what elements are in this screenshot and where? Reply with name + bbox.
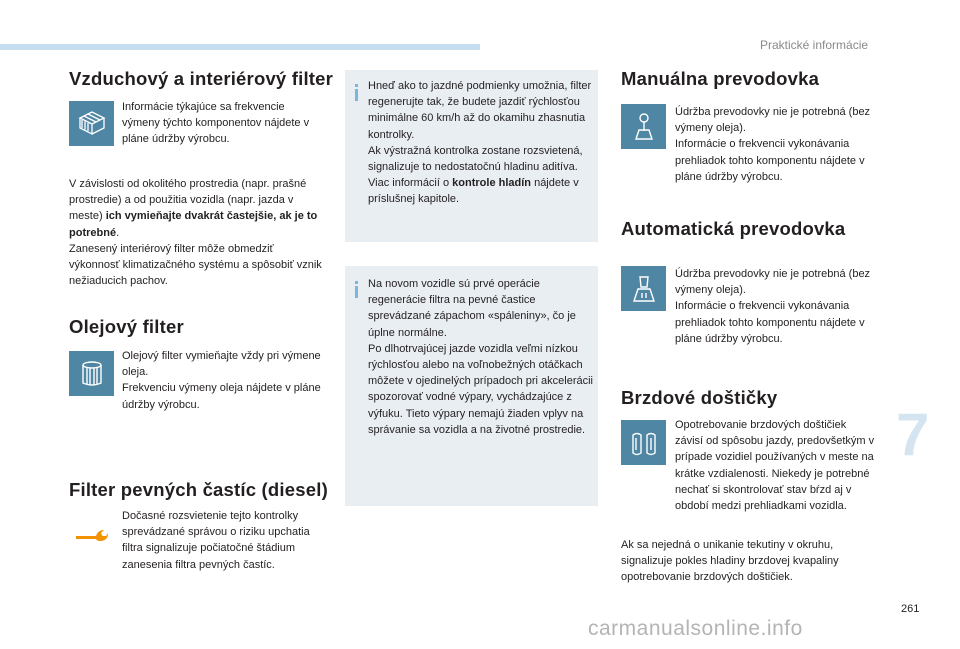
info-1-text-2: Ak výstražná kontrolka zostane rozsvietená, signalizuje to nedostatočnú hladinu aditíva.	[368, 144, 583, 174]
air-filter-body-1: V závislosti od okolitého prostredia (napr. prašné prostredie) a od použitia vozidla (napr. jazda v meste)	[69, 178, 307, 223]
automatic-gearbox-icon	[621, 266, 666, 311]
automatic-gearbox-text	[675, 266, 875, 347]
info-regeneration-text	[368, 78, 594, 208]
automatic-gearbox-title: Automatická prevodovka	[621, 218, 846, 239]
wrench-icon	[74, 522, 110, 546]
manual-gearbox-title: Manuálna prevodovka	[621, 68, 820, 89]
info-2-text-1: Na novom vozidle sú prvé operácie regenerácie filtra na pevné častice sprevádzané zápachom «spáleniny», čo je úplne normálne.	[368, 278, 576, 339]
air-filter-note: Informácie týkajúce sa frekvencie výmeny týchto komponentov nájdete v pláne údržby výrobcu.	[122, 101, 310, 146]
info-1-text-3a: Viac informácií o	[368, 177, 453, 190]
manual-gearbox-text	[675, 104, 875, 185]
oil-filter-text-1: Olejový filter vymieňajte vždy pri výmene oleja.	[122, 350, 321, 379]
particle-filter-title: Filter pevných častíc (diesel)	[69, 479, 328, 500]
info-box-regeneration	[345, 70, 598, 242]
particle-filter-text: Dočasné rozsvietenie tejto kontrolky sprevádzané správou o riziku upchatia filtra signalizuje počiatočné štádium zanesenia filtra pevných častíc.	[122, 510, 310, 571]
watermark: carmanualsonline.info	[588, 617, 803, 640]
info-2-text-2: Po dlhotrvajúcej jazde vozidla veľmi nízkou rýchlosťou alebo na voľnobežných otáčkach môžete v ojedinelých prípadoch pri akcelerácii spozorovať vodné výpary, vychádzajúce z výfuku. Tieto výpary nemajú žiaden vplyv na správanie sa vozidla a na životné prostredie.	[368, 342, 594, 436]
air-filter-body	[69, 176, 325, 289]
brake-pads-title: Brzdové doštičky	[621, 387, 778, 408]
air-filter-body-2: .	[116, 226, 120, 239]
cabin-filter-icon	[69, 101, 114, 146]
air-filter-body-bold: ich vymieňajte dvakrát častejšie, ak je to potrebné	[69, 210, 318, 239]
page-number: 261	[901, 603, 920, 615]
oil-filter-title: Olejový filter	[69, 316, 184, 337]
info-1-text-1: Hneď ako to jazdné podmienky umožnia, filter regenerujte tak, že budete jazdiť rýchlosťou minimálne 60 km/h až do okamihu zhasnutia kontrolky.	[368, 80, 592, 141]
brake-pads-icon	[621, 420, 666, 465]
header-bar	[0, 44, 480, 50]
header-title: Praktické informácie	[760, 38, 869, 52]
chapter-number: 7	[896, 401, 930, 468]
brake-pads-text: Opotrebovanie brzdových doštičiek závisí od spôsobu jazdy, predovšetkým v prípade vozidiel používaných v meste na krátke vzdialenosti. Niekedy je potrebné nechať si skontrolovať stav bŕzd aj v období medzi prehliadkami vozidla.	[675, 419, 875, 513]
automatic-gearbox-text-1: Údržba prevodovky nie je potrebná (bez výmeny oleja).	[675, 268, 871, 297]
info-icon	[355, 281, 358, 284]
info-1-text-3c: nájdete v príslušnej kapitole.	[368, 177, 579, 206]
manual-gearbox-text-2: Informácie o frekvencii vykonávania prehliadok tohto komponentu nájdete v pláne údržby výrobcu.	[675, 138, 865, 183]
oil-filter-text	[122, 348, 322, 413]
oil-filter-text-2: Frekvenciu výmeny oleja nájdete v pláne údržby výrobcu.	[122, 382, 321, 411]
info-icon	[355, 84, 358, 87]
oil-filter-icon	[69, 351, 114, 396]
manual-gearbox-text-1: Údržba prevodovky nie je potrebná (bez výmeny oleja).	[675, 106, 871, 135]
manual-gearbox-icon	[621, 104, 666, 149]
info-box-new-vehicle	[345, 266, 598, 506]
info-1-text-3b: kontrole hladín	[452, 177, 532, 190]
automatic-gearbox-text-2: Informácie o frekvencii vykonávania prehliadok tohto komponentu nájdete v pláne údržby výrobcu.	[675, 300, 865, 345]
air-filter-title: Vzduchový a interiérový filter	[69, 68, 334, 89]
brake-pads-note: Ak sa nejedná o unikanie tekutiny v okruhu, signalizuje pokles hladiny brzdovej kvapaliny opotrebovanie brzdových doštičiek.	[621, 539, 839, 584]
air-filter-body-3: Zanesený interiérový filter môže obmedziť výkonnosť klimatizačného systému a spôsobiť vznik nežiaducich pachov.	[69, 242, 322, 288]
info-new-vehicle-text	[368, 276, 594, 438]
